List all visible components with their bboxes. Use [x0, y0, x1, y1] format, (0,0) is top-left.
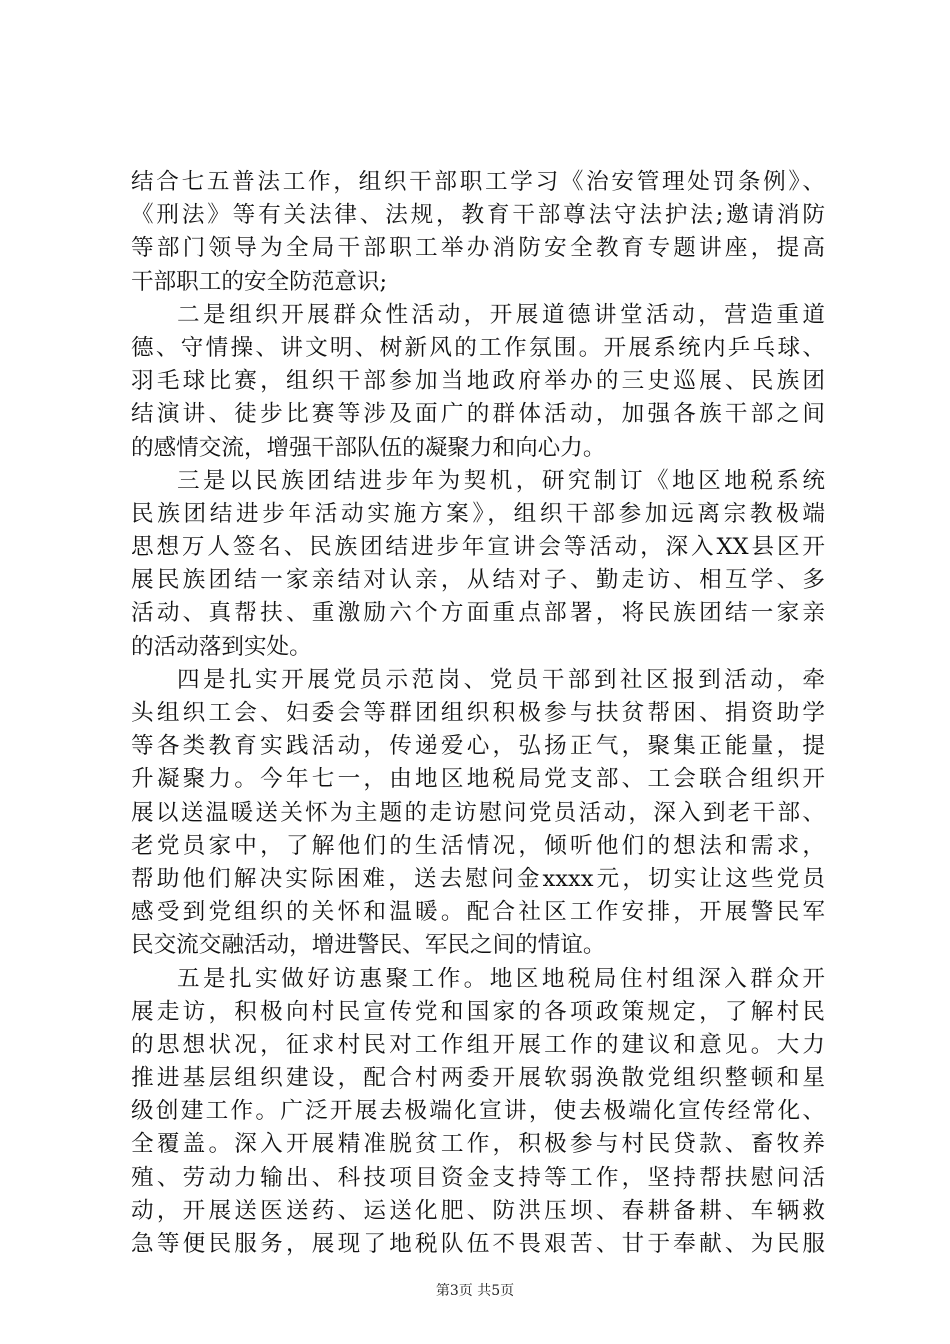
text-line: 帮助他们解决实际困难，送去慰问金xxxx元，切实让这些党员 — [131, 865, 825, 892]
text-line: 急等便民服务，展现了地税队伍不畏艰苦、甘于奉献、为民服 — [131, 1231, 825, 1257]
text-line: 结演讲、徒步比赛等涉及面广的群体活动，加强各族干部之间 — [131, 401, 825, 428]
document-body — [131, 166, 825, 1261]
text-line: 升凝聚力。今年七一，由地区地税局党支部、工会联合组织开 — [131, 766, 825, 793]
text-line: 感受到党组织的关怀和温暖。配合社区工作安排，开展警民军 — [131, 899, 825, 926]
paragraph-first-line: 四是扎实开展党员示范岗、党员干部到社区报到活动，牵 — [177, 666, 825, 693]
text-line: 动，开展送医送药、运送化肥、防洪压坝、春耕备耕、车辆救 — [131, 1197, 825, 1224]
text-line: 头组织工会、妇委会等群团组织积极参与扶贫帮困、捐资助学 — [131, 700, 825, 726]
text-line: 级创建工作。广泛开展去极端化宣讲，使去极端化宣传经常化、 — [131, 1098, 825, 1125]
paragraph-first-line: 五是扎实做好访惠聚工作。地区地税局住村组深入群众开 — [177, 965, 825, 992]
paragraph-first-line: 二是组织开展群众性活动，开展道德讲堂活动，营造重道 — [177, 301, 825, 328]
text-line: 的思想状况，征求村民对工作组开展工作的建议和意见。大力 — [131, 1031, 825, 1058]
text-line: 推进基层组织建设，配合村两委开展软弱涣散党组织整顿和星 — [131, 1065, 825, 1092]
text-line: 《刑法》等有关法律、法规，教育干部尊法守法护法;邀请消防 — [131, 202, 825, 229]
text-line: 老党员家中，了解他们的生活情况，倾听他们的想法和需求， — [131, 832, 825, 859]
text-line: 民交流交融活动，增进警民、军民之间的情谊。 — [131, 932, 606, 959]
text-line: 结合七五普法工作，组织干部职工学习《治安管理处罚条例》、 — [131, 169, 825, 195]
text-line: 全覆盖。深入开展精准脱贫工作，积极参与村民贷款、畜牧养 — [131, 1131, 825, 1158]
text-line: 展走访，积极向村民宣传党和国家的各项政策规定，了解村民 — [131, 998, 825, 1025]
text-line: 民族团结进步年活动实施方案》，组织干部参加远离宗教极端 — [131, 500, 825, 527]
text-line: 活动、真帮扶、重激励六个方面重点部署，将民族团结一家亲 — [131, 600, 825, 627]
text-line: 思想万人签名、民族团结进步年宣讲会等活动，深入XX县区开 — [131, 534, 825, 561]
text-line: 干部职工的安全防范意识; — [131, 268, 388, 295]
text-line: 展民族团结一家亲结对认亲，从结对子、勤走访、相互学、多 — [131, 567, 825, 594]
text-line: 殖、劳动力输出、科技项目资金支持等工作，坚持帮扶慰问活 — [131, 1164, 825, 1191]
text-line: 等各类教育实践活动，传递爱心，弘扬正气，聚集正能量，提 — [131, 733, 825, 760]
text-line: 等部门领导为全局干部职工举办消防安全教育专题讲座，提高 — [131, 235, 825, 262]
page-number-footer: 第3页 共5页 — [435, 1283, 515, 1299]
text-line: 的活动落到实处。 — [131, 633, 312, 660]
text-line: 的感情交流，增强干部队伍的凝聚力和向心力。 — [131, 434, 606, 461]
text-line: 展以送温暖送关怀为主题的走访慰问党员活动，深入到老干部、 — [131, 799, 825, 826]
text-line: 羽毛球比赛，组织干部参加当地政府举办的三史巡展、民族团 — [131, 368, 825, 395]
text-line: 德、守情操、讲文明、树新风的工作氛围。开展系统内乒乓球、 — [131, 334, 825, 361]
paragraph-first-line: 三是以民族团结进步年为契机，研究制订《地区地税系统 — [177, 467, 825, 494]
